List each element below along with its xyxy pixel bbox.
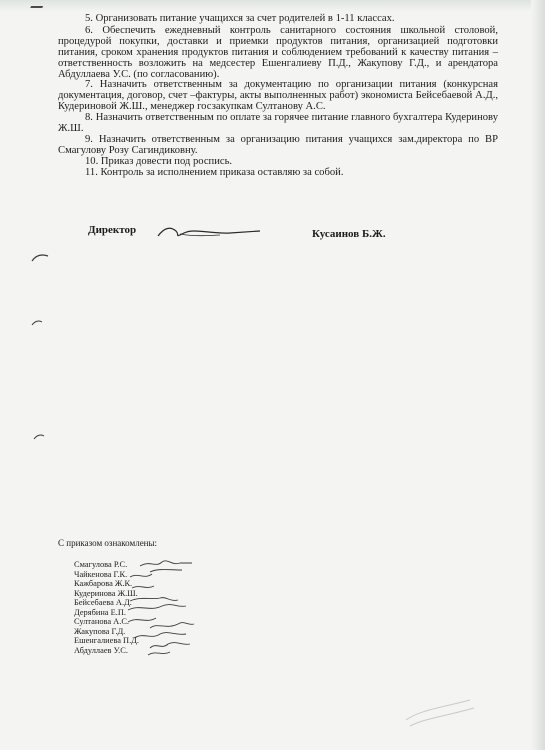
paragraph-8: 8. Назначить ответственным по оплате за горячее питание главного бухгалтера Кудеринову Ж.Ш.	[58, 112, 498, 135]
paragraph-7: 7. Назначить ответственным за документацию по организации питания (конкурсная документация, договор, счет –фактуры, акты выполненных работ) экономиста Бейсебаевой А.Д., Кудериновой Ж.Ш., менеджер госзакупкам Султанову А.С.	[58, 79, 498, 113]
signatory-name: Кусаинов Б.Ж.	[312, 228, 386, 240]
list-item: Кажбарова Ж.К.	[74, 579, 133, 589]
list-item: Чайкенова Г.К.	[74, 569, 128, 579]
list-item: Кудеринова Ж.Ш.	[74, 588, 138, 598]
list-item: Смагулова Р.С.	[74, 560, 128, 569]
paragraph-6: 6. Обеспечить ежедневный контроль санитарного состояния школьной столовой, процедурой покупки, доставки и приемки продуктов питания, организацией подготовки питания, сроком хранения продуктов питания и соблюдением требований к качеству питания – ответственность возложить на медсестер Ешенгалиеву П.Д., Жакупову Г.Д., и арендатора Абдуллаева У.С. (по согласованию).	[58, 24, 498, 80]
paragraph-5: 5. Организовать питание учащихся за счет родителей в 1-11 классах.	[85, 13, 395, 24]
list-item: Ешенгалиева П.Д.	[74, 636, 139, 646]
signatory-title: Директор	[88, 224, 137, 236]
paragraph-9: 9. Назначить ответственным за организацию питания учащихся зам.директора по ВР Смагулову Розу Сагиндиковну.	[58, 133, 498, 156]
acknowledgement-title: С приказом ознакомлены:	[58, 538, 158, 548]
list-item: Абдуллаев У.С.	[74, 645, 128, 655]
faint-stamp-imprint	[400, 690, 480, 730]
list-item: Жакупова Г.Д.	[74, 626, 126, 636]
paragraph-10: 10. Приказ довести под роспись.	[85, 155, 233, 167]
list-item: Дерябина Е.П.	[74, 607, 126, 617]
list-item: Бейсебаева А.Д.	[74, 598, 132, 608]
list-item: Султанова А.С.	[74, 617, 130, 627]
paragraph-11: 11. Контроль за исполнением приказа оставляю за собой.	[85, 166, 344, 178]
